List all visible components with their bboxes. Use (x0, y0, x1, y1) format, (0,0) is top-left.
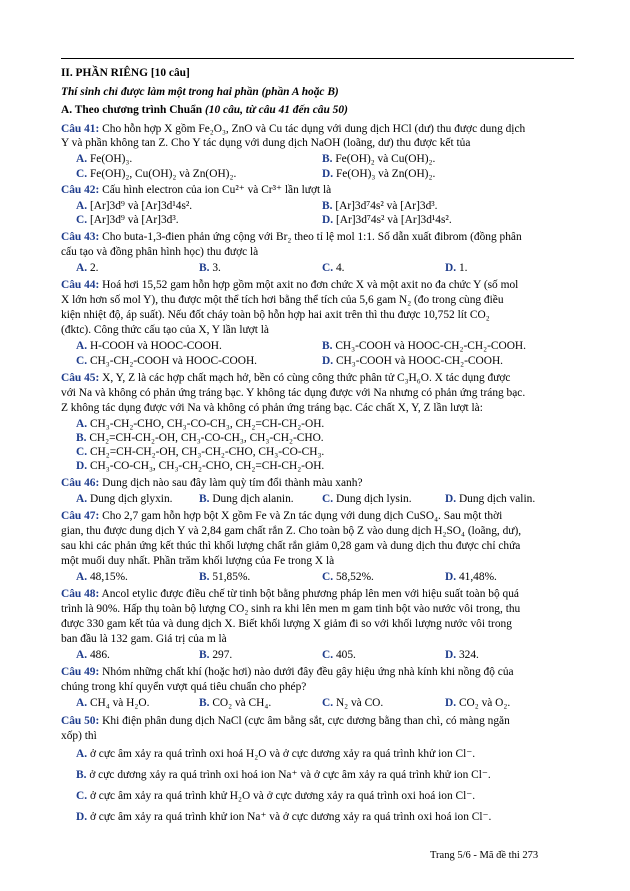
option-text: Dung dịch lysin. (335, 493, 412, 505)
option-letter: D. (76, 460, 88, 472)
q48-option-d[interactable] (445, 648, 479, 662)
question-44-line2: X lớn hơn số mol Y), thu được một thể tích hơi bằng thể tích của 5,6 gam N₂ (đo trong cùng điều (61, 294, 504, 306)
q45-option-c[interactable] (76, 445, 324, 459)
question-text: Cấu hình electron của ion Cu²⁺ và Cr³⁺ lần lượt là (102, 184, 332, 196)
option-letter: A. (76, 649, 88, 661)
question-43-line2: cấu tạo và đồng phân hình học) thu được là (61, 246, 259, 258)
option-text: N₂ và CO. (335, 697, 384, 709)
option-text: Dung dịch valin. (458, 493, 536, 505)
q42-option-a[interactable] (76, 199, 192, 213)
question-48-line2: trình là 90%. Hấp thụ toàn bộ lượng CO₂ sinh ra khi lên men m gam tinh bột vào nước vôi trong, thu (61, 603, 521, 615)
question-49 (61, 665, 581, 679)
question-50-line2: xốp) thì (61, 730, 97, 742)
option-text: 324. (458, 649, 479, 661)
option-letter: A. (76, 571, 88, 583)
option-text: 486. (89, 649, 110, 661)
question-45 (61, 371, 581, 385)
option-letter: B. (199, 697, 210, 709)
option-letter: C. (322, 262, 334, 274)
option-letter: A. (76, 262, 88, 274)
q41-option-a[interactable] (76, 152, 132, 166)
option-letter: C. (76, 168, 88, 180)
question-number: Câu 49: (61, 666, 100, 678)
q44-option-c[interactable] (76, 354, 257, 368)
option-letter: B. (199, 493, 210, 505)
option-letter: B. (76, 432, 87, 444)
option-letter: B. (322, 340, 333, 352)
option-letter: A. (76, 153, 88, 165)
option-text: CH₃-CH₂-CHO, CH₃-CO-CH₃, CH₂=CH-CH₂-OH. (89, 418, 325, 430)
question-number: Câu 41: (61, 123, 100, 135)
option-text: 297. (212, 649, 233, 661)
option-text: Dung dịch alanin. (212, 493, 294, 505)
question-45-line2: với Na và không có phản ứng tráng bạc. Y không tác dụng được với Na nhưng có phản ứng tráng bạc. (61, 387, 526, 399)
q48-option-b[interactable] (199, 648, 232, 662)
option-text: CH₃-CH₂-COOH và HOOC-COOH. (89, 355, 258, 367)
option-text: [Ar]3d⁷4s² và [Ar]3d¹4s². (335, 214, 452, 226)
option-letter: C. (76, 214, 88, 226)
option-text: 2. (89, 262, 99, 274)
option-letter: D. (445, 262, 457, 274)
option-letter: C. (76, 355, 88, 367)
q50-option-a[interactable] (76, 747, 475, 761)
question-number: Câu 50: (61, 715, 100, 727)
question-text: Cho buta-1,3-đien phản ứng cộng với Br₂ theo tỉ lệ mol 1:1. Số dẫn xuất đibrom (đồng phân (102, 231, 522, 243)
option-text: [Ar]3d⁹ và [Ar]3d¹4s². (89, 200, 193, 212)
q49-option-b[interactable] (199, 696, 271, 710)
option-text: CH₂=CH-CH₂-OH, CH₃-CO-CH₃, CH₃-CH₂-CHO. (89, 432, 324, 444)
q44-option-d[interactable] (322, 354, 503, 368)
question-number: Câu 46: (61, 477, 100, 489)
question-50 (61, 714, 581, 728)
option-letter: C. (322, 571, 334, 583)
option-letter: D. (445, 649, 457, 661)
q46-option-a[interactable] (76, 492, 173, 506)
option-letter: C. (76, 790, 88, 802)
option-text: ở cực âm xảy ra quá trình oxi hoá H₂O và ở cực dương xảy ra quá trình khử ion Cl⁻. (89, 748, 476, 760)
option-letter: D. (445, 493, 457, 505)
question-45-line3: Z không tác dụng được với Na và không có phản ứng tráng bạc. Các chất X, Y, Z lần lượt là: (61, 402, 483, 414)
option-letter: B. (322, 153, 333, 165)
question-text: Khi điện phân dung dịch NaCl (cực âm bằng sắt, cực dương bằng than chì, có màng ngăn (102, 715, 510, 727)
q41-option-d[interactable] (322, 167, 435, 181)
option-text: Dung dịch glyxin. (89, 493, 173, 505)
q46-option-d[interactable] (445, 492, 535, 506)
q43-option-a[interactable] (76, 261, 98, 275)
q46-option-c[interactable] (322, 492, 412, 506)
option-text: CH₃-COOH và HOOC-CH₂-COOH. (335, 355, 504, 367)
question-48 (61, 587, 581, 601)
option-text: Fe(OH)₂ và Cu(OH)₂. (335, 153, 436, 165)
option-text: CO₂ và CH₄. (212, 697, 272, 709)
q47-option-d[interactable] (445, 570, 497, 584)
option-text: CH₄ và H₂O. (89, 697, 150, 709)
question-text: Ancol etylic được điều chế từ tinh bột bằng phương pháp lên men với hiệu suất toàn bộ quá (101, 588, 519, 600)
option-text: ở cực âm xảy ra quá trình khử H₂O và ở cực dương xảy ra quá trình oxi hoá ion Cl⁻. (89, 790, 476, 802)
q50-option-c[interactable] (76, 789, 475, 803)
part-a-heading (61, 103, 581, 117)
question-47 (61, 509, 581, 523)
option-text: 3. (212, 262, 221, 274)
q47-option-c[interactable] (322, 570, 374, 584)
q49-option-a[interactable] (76, 696, 149, 710)
question-47-line2: gian, thu được dung dịch Y và 2,84 gam chất rắn Z. Cho toàn bộ Z vào dung dịch H₂SO₄ (loãng, dư), (61, 525, 522, 537)
option-text: 1. (458, 262, 468, 274)
part-a-note: (10 câu, từ câu 41 đến câu 50) (204, 104, 348, 116)
q45-option-b[interactable] (76, 431, 324, 445)
q46-option-b[interactable] (199, 492, 294, 506)
question-number: Câu 47: (61, 510, 100, 522)
option-letter: C. (322, 493, 334, 505)
option-letter: A. (76, 340, 88, 352)
q42-option-c[interactable] (76, 213, 179, 227)
question-number: Câu 43: (61, 231, 100, 243)
question-44-line3: kiện nhiệt độ, áp suất). Nếu đốt cháy toàn bộ hỗn hợp hai axit trên thì thu được 10,752 lít CO₂ (61, 309, 490, 321)
q47-option-b[interactable] (199, 570, 250, 584)
q50-option-b[interactable] (76, 768, 491, 782)
option-text: Fe(OH)₃ và Zn(OH)₂. (335, 168, 436, 180)
question-47-line4: một muối duy nhất. Phần trăm khối lượng của Fe trong X là (61, 555, 335, 567)
q43-option-c[interactable] (322, 261, 344, 275)
question-text: Cho hỗn hợp X gồm Fe₂O₃, ZnO và Cu tác dụng với dung dịch HCl (dư) thu được dung dịch (102, 123, 526, 135)
question-text: Hoá hơi 15,52 gam hỗn hợp gồm một axit no đơn chức X và một axit no đa chức Y (số mol (102, 279, 519, 291)
option-text: ở cực âm xảy ra quá trình khử ion Na⁺ và ở cực dương xảy ra quá trình oxi hoá ion Cl⁻. (89, 811, 492, 823)
q43-option-d[interactable] (445, 261, 467, 275)
page-footer: Trang 5/6 - Mã đề thi 273 (430, 850, 539, 861)
q49-option-c[interactable] (322, 696, 383, 710)
option-letter: C. (322, 697, 334, 709)
q43-option-b[interactable] (199, 261, 221, 275)
option-letter: A. (76, 418, 88, 430)
option-letter: A. (76, 493, 88, 505)
q41-option-c[interactable] (76, 167, 236, 181)
option-letter: C. (322, 649, 334, 661)
option-text: CH₃-CO-CH₃, CH₃-CH₂-CHO, CH₂=CH-CH₂-OH. (89, 460, 325, 472)
question-46 (61, 476, 581, 490)
option-text: Fe(OH)₃. (89, 153, 133, 165)
option-letter: A. (76, 697, 88, 709)
q42-option-d[interactable] (322, 213, 452, 227)
top-rule (61, 58, 574, 59)
option-letter: B. (199, 262, 210, 274)
question-number: Câu 42: (61, 184, 100, 196)
option-letter: B. (322, 200, 333, 212)
q49-option-d[interactable] (445, 696, 510, 710)
option-letter: D. (76, 811, 88, 823)
option-text: 48,15%. (89, 571, 128, 583)
question-text: Dung dịch nào sau đây làm quỳ tím đổi thành màu xanh? (102, 477, 363, 489)
question-44-line4: (đktc). Công thức cấu tạo của X, Y lần lượt là (61, 324, 269, 336)
option-letter: D. (322, 168, 334, 180)
question-48-line4: ban đầu là 132 gam. Giá trị của m là (61, 633, 227, 645)
question-47-line3: sau khi các phản ứng kết thúc thì khối lượng chất rắn giảm 0,28 gam và dung dịch thu được chỉ chứa (61, 540, 521, 552)
option-text: 41,48%. (458, 571, 497, 583)
option-text: 58,52%. (335, 571, 374, 583)
question-number: Câu 45: (61, 372, 100, 384)
question-41-line2: Y và phần không tan Z. Cho Y tác dụng với dung dịch NaOH (loãng, dư) thu được kết tủa (61, 137, 471, 149)
option-text: 4. (335, 262, 345, 274)
q44-option-a[interactable] (76, 339, 222, 353)
question-42 (61, 183, 581, 197)
option-letter: C. (76, 446, 88, 458)
option-text: H-COOH và HOOC-COOH. (89, 340, 222, 352)
question-number: Câu 48: (61, 588, 100, 600)
option-letter: D. (322, 355, 334, 367)
section-title: II. PHẦN RIÊNG [10 câu] (61, 67, 190, 79)
question-49-line2: chúng trong khí quyển vượt quá tiêu chuẩn cho phép? (61, 681, 307, 693)
q45-option-d[interactable] (76, 459, 324, 473)
option-letter: B. (199, 571, 210, 583)
question-41 (61, 122, 581, 136)
instruction: Thí sinh chỉ được làm một trong hai phần (phần A hoặc B) (61, 86, 339, 98)
q45-option-a[interactable] (76, 417, 324, 431)
part-a-title: A. Theo chương trình Chuẩn (61, 104, 203, 116)
option-letter: B. (199, 649, 210, 661)
option-letter: D. (445, 571, 457, 583)
q48-option-c[interactable] (322, 648, 356, 662)
option-text: CH₃-COOH và HOOC-CH₂-CH₂-COOH. (335, 340, 526, 352)
q47-option-a[interactable] (76, 570, 128, 584)
question-text: Nhóm những chất khí (hoặc hơi) nào dưới đây đều gây hiệu ứng nhà kính khi nồng độ của (102, 666, 514, 678)
option-text: ở cực dương xảy ra quá trình oxi hoá ion Na⁺ và ở cực âm xảy ra quá trình khử ion Cl⁻. (89, 769, 491, 781)
question-number: Câu 44: (61, 279, 100, 291)
q42-option-b[interactable] (322, 199, 438, 213)
option-text: 405. (335, 649, 356, 661)
option-letter: D. (445, 697, 457, 709)
q50-option-d[interactable] (76, 810, 491, 824)
option-letter: A. (76, 748, 88, 760)
option-letter: B. (76, 769, 87, 781)
q41-option-b[interactable] (322, 152, 435, 166)
option-text: CO₂ và O₂. (458, 697, 511, 709)
question-44 (61, 278, 581, 292)
option-text: Fe(OH)₂, Cu(OH)₂ và Zn(OH)₂. (89, 168, 237, 180)
q44-option-b[interactable] (322, 339, 526, 353)
question-48-line3: được 330 gam kết tủa và dung dịch X. Biết khối lượng X giảm đi so với khối lượng nước vôi trong (61, 618, 512, 630)
option-text: CH₂=CH-CH₂-OH, CH₃-CH₂-CHO, CH₃-CO-CH₃. (89, 446, 325, 458)
question-text: Cho 2,7 gam hỗn hợp bột X gồm Fe và Zn tác dụng với dung dịch CuSO₄. Sau một thời (102, 510, 503, 522)
question-43 (61, 230, 581, 244)
q48-option-a[interactable] (76, 648, 110, 662)
option-text: [Ar]3d⁹ và [Ar]3d³. (89, 214, 179, 226)
question-text: X, Y, Z là các hợp chất mạch hở, bền có cùng công thức phân tử C₃H₆O. X tác dụng được (102, 372, 511, 384)
option-text: 51,85%. (212, 571, 251, 583)
option-letter: A. (76, 200, 88, 212)
option-letter: D. (322, 214, 334, 226)
option-text: [Ar]3d⁷4s² và [Ar]3d³. (335, 200, 438, 212)
